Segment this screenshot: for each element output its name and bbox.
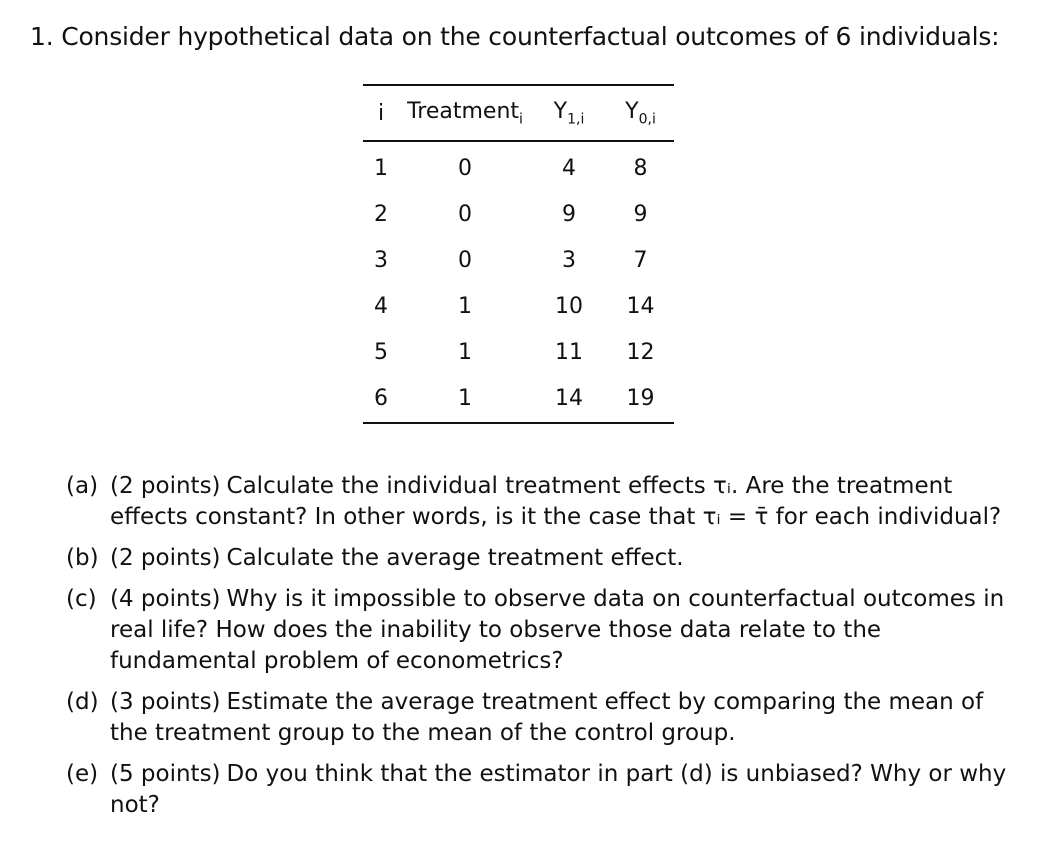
cell-y0: 8 — [633, 156, 648, 181]
header-treatment-label: Treatment — [407, 98, 520, 124]
header-y0 — [607, 86, 674, 140]
part-body — [110, 471, 1026, 533]
part-body — [110, 584, 1026, 677]
cell-treatment: 0 — [458, 248, 472, 273]
part-points: (3 points) — [110, 689, 221, 715]
part-points: (4 points) — [110, 586, 221, 612]
cell-y1: 11 — [555, 340, 583, 365]
cell-y0: 12 — [626, 340, 655, 365]
part-letter: (b) — [66, 545, 99, 571]
question-part-b — [66, 543, 1026, 574]
table-row — [363, 238, 674, 284]
question-part-d — [66, 687, 1026, 749]
header-i — [363, 86, 399, 140]
part-letter: (d) — [66, 689, 99, 715]
part-letter: (a) — [66, 473, 99, 499]
question-part-e — [66, 759, 1026, 821]
part-text: Why is it impossible to observe data on counterfactual outcomes in real life? How does the inability to observe those data relate to the fundamental problem of econometrics? — [110, 586, 1005, 674]
header-y0-label: Y — [625, 98, 639, 124]
cell-y1: 9 — [562, 202, 576, 227]
cell-y1: 4 — [562, 156, 576, 181]
table-header-row — [363, 86, 674, 140]
header-y1 — [531, 86, 607, 140]
part-text: Calculate the average treatment effect. — [226, 545, 684, 571]
header-i-label: i — [377, 100, 385, 126]
cell-i: 2 — [374, 202, 388, 227]
part-points: (2 points) — [110, 473, 221, 499]
part-letter: (e) — [66, 761, 99, 787]
question-part-c — [66, 584, 1026, 677]
header-y1-label: Y — [553, 98, 568, 124]
table-row — [363, 142, 674, 192]
table-row — [363, 376, 674, 422]
cell-treatment: 1 — [458, 340, 472, 365]
table-row — [363, 284, 674, 330]
header-treatment-subscript: i — [519, 111, 523, 128]
cell-y1: 3 — [562, 248, 576, 273]
cell-y1: 10 — [555, 294, 583, 319]
table-row — [363, 192, 674, 238]
cell-i: 4 — [374, 294, 388, 319]
question-title: 1. Consider hypothetical data on the counterfactual outcomes of 6 individuals: — [30, 22, 1000, 51]
part-points: (2 points) — [110, 545, 221, 571]
counterfactual-table — [363, 84, 674, 424]
cell-treatment: 1 — [458, 386, 472, 411]
question-parts — [66, 471, 1026, 831]
cell-treatment: 1 — [458, 294, 472, 319]
cell-i: 1 — [374, 156, 388, 181]
part-points: (5 points) — [110, 761, 221, 787]
cell-y0: 9 — [633, 202, 648, 227]
header-y1-subscript: 1,i — [567, 111, 585, 128]
cell-y0: 19 — [626, 386, 655, 411]
part-text: Estimate the average treatment effect by comparing the mean of the treatment group to the mean of the control group. — [110, 689, 984, 746]
cell-y0: 7 — [633, 248, 648, 273]
part-letter: (c) — [66, 586, 97, 612]
cell-treatment: 0 — [458, 156, 472, 181]
table-row — [363, 330, 674, 376]
header-y0-subscript: 0,i — [638, 111, 656, 128]
part-text: Do you think that the estimator in part (d) is unbiased? Why or why not? — [110, 761, 1007, 818]
part-body — [110, 687, 1026, 749]
cell-y1: 14 — [555, 386, 583, 411]
part-body — [110, 759, 1026, 821]
cell-treatment: 0 — [458, 202, 472, 227]
cell-i: 3 — [374, 248, 388, 273]
part-text: Calculate the individual treatment effects τᵢ. Are the treatment effects constant? In other words, is it the case that τᵢ = τ̄ for each individual? — [110, 473, 1002, 530]
table-bottom-rule — [363, 422, 674, 424]
cell-y0: 14 — [626, 294, 655, 319]
cell-i: 5 — [374, 340, 388, 365]
part-body — [110, 543, 1026, 574]
header-treatment — [399, 86, 531, 140]
question-part-a — [66, 471, 1026, 533]
cell-i: 6 — [374, 386, 388, 411]
